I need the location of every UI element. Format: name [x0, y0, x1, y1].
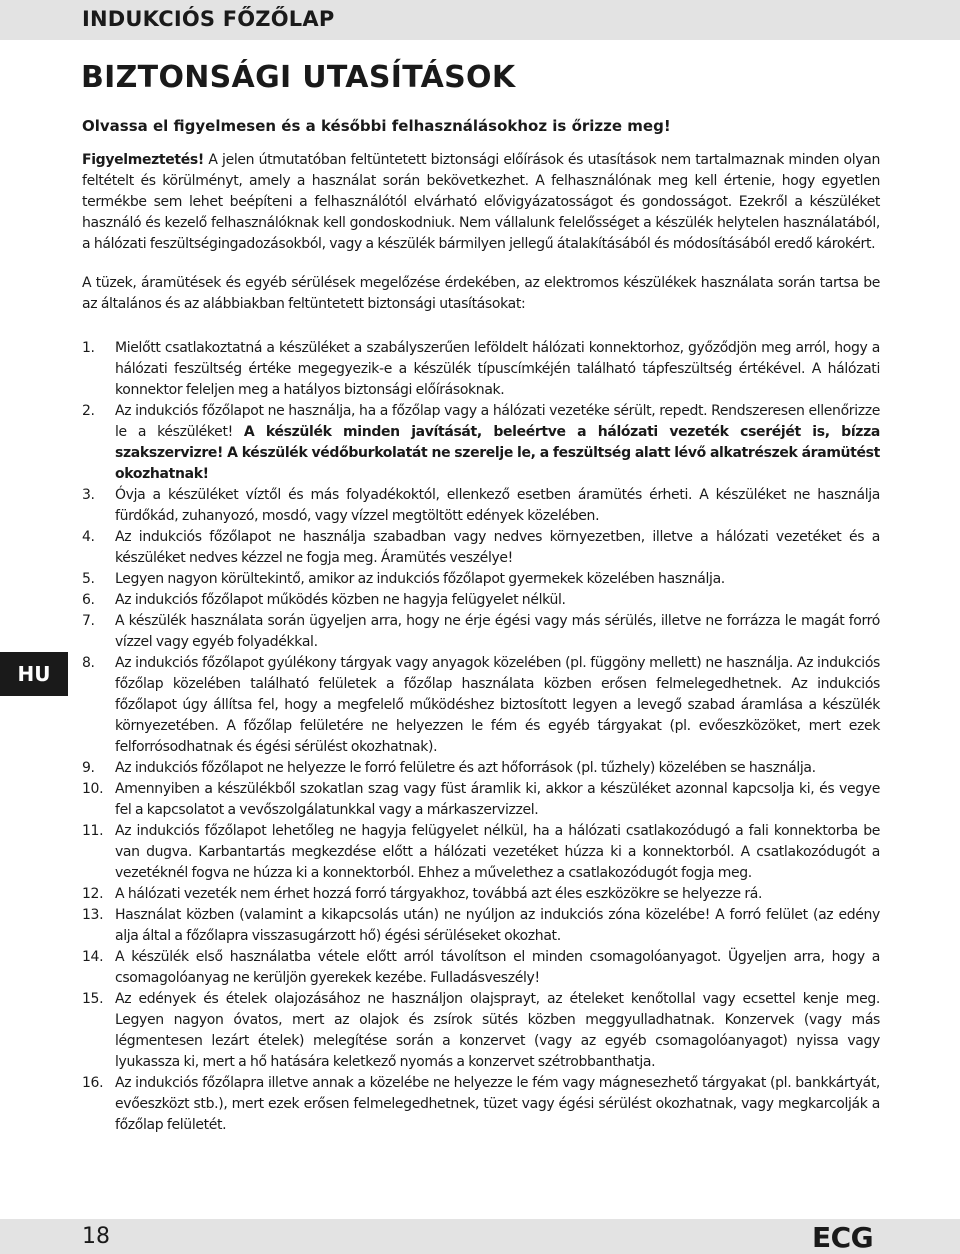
item-number: 16. [82, 1075, 104, 1091]
list-item [82, 590, 880, 611]
item-text: Az indukciós főzőlapra illetve annak a közelébe ne helyezze le fém vagy mágnesezhető tárgyakat (pl. bankkártyát, evőeszközt stb.), mert ezek erősen felmelegedhetnek, tüzet vagy égési sérülést okozhatnak, vagy megkarcolják a főzőlap felületét. [115, 1075, 880, 1133]
item-text: Az indukciós főzőlapot lehetőleg ne hagyja felügyelet nélkül, ha a hálózati csatlakozódugó a fali konnektorba be van dugva. Karbantartás megkezdése előtt a hálózati vezetéket húzza ki a konnektorból. A csatlakozódugót a vezetéknél fogva ne húzza ki a konnektorból. Ehhez a művelethez a csatlakozódugót fogja meg. [115, 823, 880, 881]
list-item [82, 569, 880, 590]
item-number: 15. [82, 991, 104, 1007]
warning-text: A jelen útmutatóban feltüntetett biztonsági előírások és utasítások nem tartalmaznak minden olyan feltételt és körülményt, amely a használat során bekövetkezhet. A felhasználónak meg kell értenie, hogy egyetlen termékbe sem lehet beépíteni a felhasználótól elvárható elővigyázatosságot és gondosságot. Ezekről a készüléket használó és kezelő felhasználóknak kell gondoskodniuk. Nem vállalunk felelősséget a készülék helytelen használatából, a hálózati feszültségingadozásokból, vagy a készülék bármilyen jellegű átalakításából és módosításából eredő károkért. [82, 152, 880, 252]
item-text: Mielőtt csatlakoztatná a készüléket a szabályszerűen leföldelt hálózati konnektorhoz, győződjön meg arról, hogy a hálózati feszültség értéke megegyezik-e a készülék típuscímkéjén található tápfeszültség értékével. A hálózati konnektor feleljen meg a hatályos biztonsági előírásoknak. [115, 340, 880, 398]
section-title: INDUKCIÓS FŐZŐLAP [82, 7, 335, 31]
list-item [82, 485, 880, 527]
item-text: Legyen nagyon körültekintő, amikor az indukciós főzőlapot gyermekek közelében használja. [115, 571, 725, 587]
item-text: Amennyiben a készülékből szokatlan szag vagy füst áramlik ki, akkor a készüléket azonnal kapcsolja ki, és vegye fel a kapcsolatot a vevőszolgálatunkkal vagy a márkaszervizzel. [115, 781, 880, 818]
list-item [82, 779, 880, 821]
item-bold-text: A készülék minden javítását, beleértve a hálózati vezeték cseréjét is, bízza szakszervizre! A készülék védőburkolatát ne szerelje le, a feszültség alatt lévő alkatrészek áramütést okozhatnak! [115, 424, 881, 482]
item-number: 4. [82, 529, 95, 545]
prevention-paragraph: A tüzek, áramütések és egyéb sérülések megelőzése érdekében, az elektromos készülékek használata során tartsa be az általános és az alábbiakban feltüntetett biztonsági utasításokat: [82, 275, 880, 312]
warning-label: Figyelmeztetés! [82, 152, 204, 168]
list-item [82, 1073, 880, 1136]
footer-bar [0, 1219, 960, 1254]
page-title: BIZTONSÁGI UTASÍTÁSOK [81, 60, 516, 95]
list-item [82, 884, 880, 905]
page-subtitle: Olvassa el figyelmesen és a későbbi felhasználásokhoz is őrizze meg! [82, 117, 671, 135]
item-text: Használat közben (valamint a kikapcsolás után) ne nyúljon az indukciós zóna közelébe! A forró felület (az edény alja által a főzőlapra visszasugárzott hő) égési sérüléseket okozhat. [115, 907, 880, 944]
item-text: Az indukciós főzőlapot ne helyezze le forró felületre és azt hőforrások (pl. tűzhely) közelében se használja. [115, 760, 816, 776]
item-text: Az indukciós főzőlapot működés közben ne hagyja felügyelet nélkül. [115, 592, 566, 608]
safety-instructions-list [82, 338, 880, 1136]
item-number: 1. [82, 340, 95, 356]
language-tab [0, 652, 68, 696]
item-text: A készülék használata során ügyeljen arra, hogy ne érje égési vagy más sérülés, illetve ne forrázza le magát forró vízzel vagy egyéb folyadékkal. [115, 613, 880, 650]
item-number: 13. [82, 907, 104, 923]
item-text: Az edények és ételek olajozásához ne használjon olajsprayt, az ételeket kenőtollal vagy ecsettel kenje meg. Legyen nagyon óvatos, mert az olajok és zsírok sütés közben meggyulladhatnak. Konzervek (vagy más légmentesen lezárt ételek) melegítése során a konzervet (vagy az egyéb csomagolóanyagot) nyissa vagy lyukassza ki, mert a hő hatására keletkező nyomás a konzervet szétrobbanthatja. [115, 991, 880, 1070]
list-item [82, 821, 880, 884]
list-item [82, 905, 880, 947]
item-number: 2. [82, 403, 95, 419]
item-number: 5. [82, 571, 95, 587]
item-text: Óvja a készüléket víztől és más folyadékoktól, ellenkező esetben áramütés érheti. A készüléket ne használja fürdőkád, zuhanyozó, mosdó, vagy vízzel megtöltött edények közelében. [115, 487, 880, 524]
item-text: Az indukciós főzőlapot gyúlékony tárgyak vagy anyagok közelében (pl. függöny mellett) ne használja. Az indukciós főzőlap közelében található felületek a főzőlap használata közben erősen felmelegedhetnek. Az indukciós főzőlapot úgy állítsa fel, hogy a megfelelő működéshez biztosított legyen a levegő szabad áramlása a készülék környezetében. A főzőlap felületére ne helyezzen le fém és egyéb tárgyakat (pl. evőeszközöket, mert ezek felforrósodhatnak és égési sérülést okozhatnak). [115, 655, 880, 755]
item-number: 10. [82, 781, 104, 797]
list-item [82, 653, 880, 758]
item-text: A hálózati vezeték nem érhet hozzá forró tárgyakhoz, továbbá azt éles eszközökre se helyezze rá. [115, 886, 763, 902]
item-number: 14. [82, 949, 104, 965]
item-text: Az indukciós főzőlapot ne használja szabadban vagy nedves környezetben, illetve a hálózati vezetéket és a készüléket nedves kézzel ne fogja meg. Áramütés veszélye! [115, 529, 880, 566]
header-bar [0, 0, 960, 40]
list-item [82, 758, 880, 779]
language-label: HU [17, 662, 51, 686]
main-content [82, 150, 880, 1136]
list-item [82, 611, 880, 653]
item-number: 12. [82, 886, 104, 902]
item-number: 8. [82, 655, 95, 671]
list-item [82, 947, 880, 989]
item-text: Az indukciós főzőlapot ne használja, ha a főzőlap vagy a hálózati vezetéke sérült, repedt. Rendszeresen ellenőrizze le a készüléket! [115, 403, 880, 440]
item-number: 3. [82, 487, 95, 503]
warning-paragraph [82, 150, 880, 255]
list-item [82, 338, 880, 401]
item-text-container [115, 401, 880, 485]
list-item [82, 401, 880, 485]
list-item [82, 527, 880, 569]
item-number: 6. [82, 592, 95, 608]
brand-logo: ECG [812, 1221, 874, 1254]
item-text: A készülék első használatba vétele előtt arról távolítson el minden csomagolóanyagot. Ügyeljen arra, hogy a csomagolóanyag ne kerüljön gyerekek kezébe. Fulladásveszély! [115, 949, 880, 986]
page-number: 18 [82, 1224, 110, 1249]
item-number: 9. [82, 760, 95, 776]
item-number: 11. [82, 823, 104, 839]
list-item [82, 989, 880, 1073]
item-number: 7. [82, 613, 95, 629]
